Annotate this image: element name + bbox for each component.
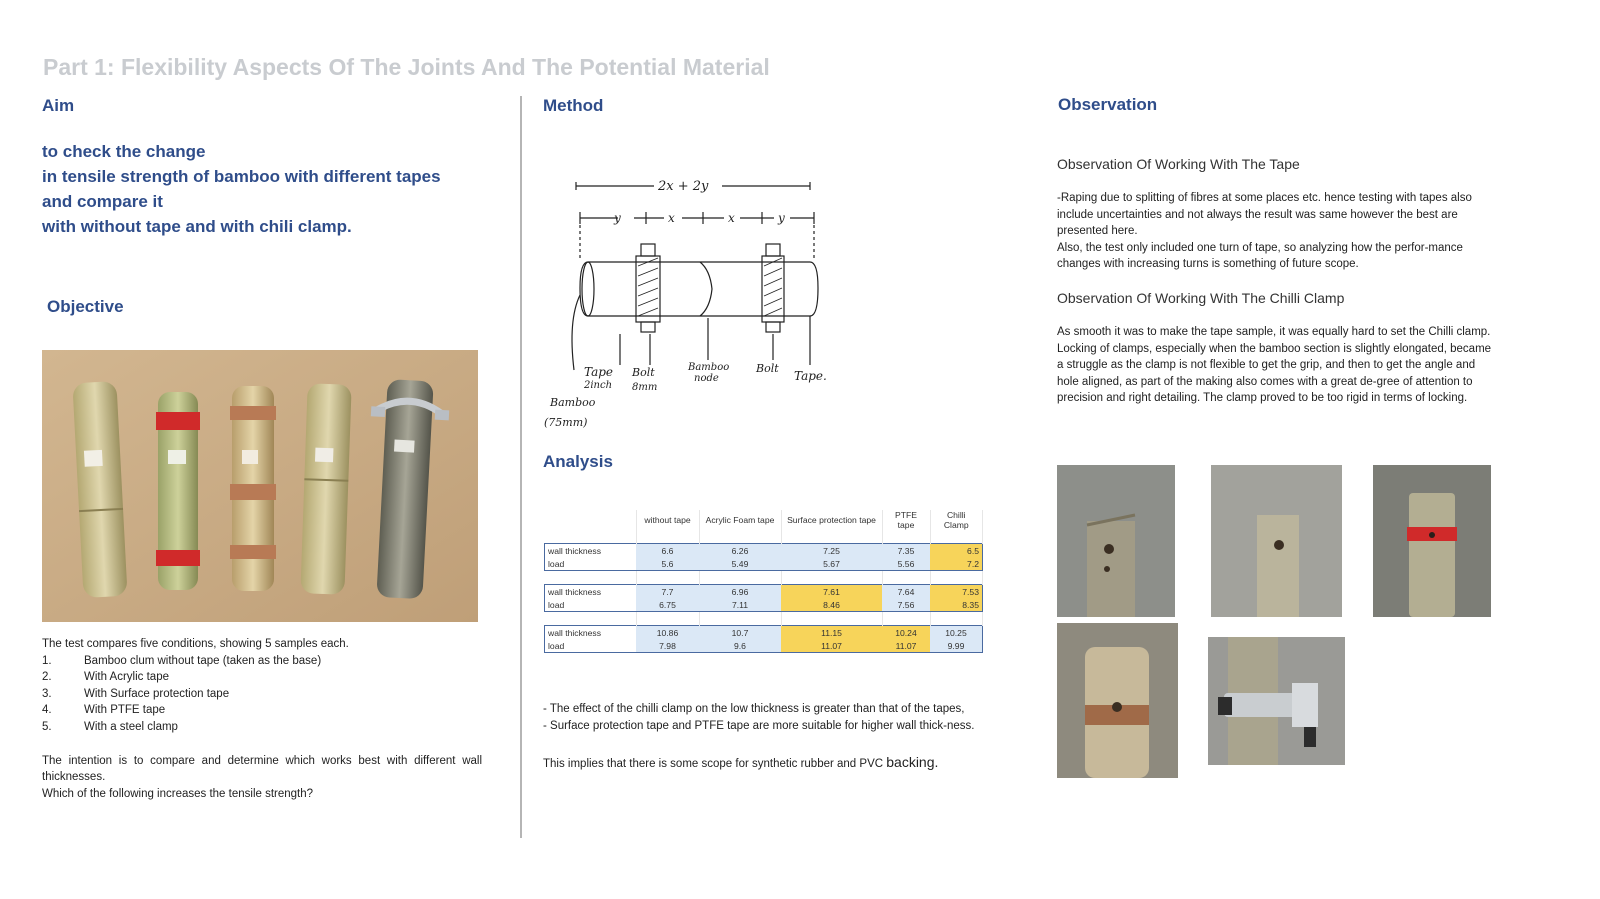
table-cell: 7.61 — [781, 585, 882, 599]
table-cell: 11.15 — [781, 626, 882, 640]
column-divider — [520, 96, 522, 838]
table-cell: 7.64 — [882, 585, 930, 599]
clamp-observation-text — [1057, 324, 1495, 407]
table-cell: 11.07 — [781, 639, 882, 653]
row-label: load — [545, 639, 637, 653]
objective-question: Which of the following increases the tensile strength? — [42, 787, 314, 800]
tape-observation-text — [1057, 190, 1485, 273]
observation-photo-5 — [1208, 637, 1345, 765]
objective-closing: The intention is to compare and determine which works best with different wall thicknesses. — [42, 754, 482, 784]
sketch-label: 2x + 2y — [658, 179, 709, 194]
tape-observation-paragraph: Also, the test only included one turn of tape, so analyzing how the perfor-mance changes with increasing turns is something of future scope. — [1057, 241, 1463, 271]
clamp-observation-paragraph: As smooth it was to make the tape sample, it was equally hard to set the Chilli clamp. — [1057, 326, 1491, 338]
column-header: Surface protection tape — [781, 510, 882, 530]
row-label: wall thickness — [545, 585, 637, 599]
method-heading: Method — [543, 96, 604, 115]
table-cell: 7.56 — [882, 598, 930, 612]
row-label: wall thickness — [545, 544, 637, 558]
aim-heading: Aim — [42, 96, 75, 115]
list-number: 4. — [42, 704, 52, 717]
list-item — [42, 719, 482, 736]
sketch-label: (75mm) — [544, 416, 588, 429]
table-cell: 5.67 — [781, 557, 882, 571]
sketch-label: y — [778, 211, 785, 225]
list-text: With a steel clamp — [84, 720, 178, 733]
table-cell: 7.35 — [882, 544, 930, 558]
observation-photo-3 — [1373, 465, 1491, 617]
row-label: wall thickness — [545, 626, 637, 640]
sketch-label: 2inch — [584, 380, 613, 391]
aim-line: and compare it — [42, 192, 163, 211]
table-cell: 10.25 — [930, 626, 983, 640]
list-text: Bamboo clum without tape (taken as the base) — [84, 654, 322, 667]
aim-line: in tensile strength of bamboo with different tapes — [42, 167, 441, 186]
sketch-label: x — [668, 211, 675, 225]
conclusion-word: backing. — [886, 754, 939, 771]
sketch-label: node — [694, 373, 719, 384]
table-cell: 6.96 — [699, 585, 781, 599]
table-row — [545, 585, 983, 599]
list-item — [42, 669, 482, 686]
table-cell: 7.11 — [699, 598, 781, 612]
list-item — [42, 686, 482, 703]
observation-photo-2 — [1211, 465, 1342, 617]
row-label: load — [545, 598, 637, 612]
column-header: Chilli Clamp — [930, 510, 983, 530]
column-header — [545, 510, 637, 530]
table-cell: 6.5 — [930, 544, 983, 558]
list-text: With Surface protection tape — [84, 687, 230, 700]
analysis-table — [544, 510, 983, 653]
analysis-note: - The effect of the chilli clamp on the low thickness is greater than that of the tapes, — [543, 703, 965, 715]
observation-photo-1 — [1057, 465, 1175, 617]
sketch-label: Bamboo — [550, 396, 596, 409]
objective-heading: Objective — [47, 297, 124, 316]
list-number: 1. — [42, 654, 52, 667]
column-header: PTFE tape — [882, 510, 930, 530]
observation-photo-4 — [1057, 623, 1178, 778]
bamboo-samples-photo — [42, 350, 478, 622]
list-item — [42, 653, 482, 670]
table-row — [545, 544, 983, 558]
tape-observation-paragraph: -Raping due to splitting of fibres at some places etc. hence testing with tapes also include uncertainties and not always the result was same however the best are presented here. — [1057, 192, 1472, 238]
list-text: With Acrylic tape — [84, 671, 169, 684]
table-cell: 8.35 — [930, 598, 983, 612]
table-cell: 5.6 — [636, 557, 699, 571]
table-cell: 7.53 — [930, 585, 983, 599]
sketch-label: Bolt — [756, 362, 779, 375]
method-sketch — [540, 170, 850, 440]
aim-line: with without tape and with chili clamp. — [42, 217, 352, 236]
table-cell: 7.7 — [636, 585, 699, 599]
table-cell: 5.49 — [699, 557, 781, 571]
page-title: Part 1: Flexibility Aspects Of The Joints And The Potential Material — [43, 54, 770, 80]
table-cell: 8.46 — [781, 598, 882, 612]
clamp-observation-heading: Observation Of Working With The Chilli Clamp — [1057, 290, 1345, 306]
conclusion-text: This implies that there is some scope for synthetic rubber and PVC — [543, 758, 887, 771]
list-text: With PTFE tape — [84, 704, 166, 717]
sketch-label: Tape. — [794, 369, 827, 383]
table-header-row — [545, 510, 983, 530]
table-cell: 11.07 — [882, 639, 930, 653]
table-row — [545, 639, 983, 653]
table-row — [545, 598, 983, 612]
table-cell: 6.26 — [699, 544, 781, 558]
table-cell: 7.2 — [930, 557, 983, 571]
objective-intro: The test compares five conditions, showing 5 samples each. — [42, 638, 349, 650]
table-cell: 9.99 — [930, 639, 983, 653]
sketch-label: 8mm — [632, 382, 658, 393]
table-cell: 9.6 — [699, 639, 781, 653]
analysis-heading: Analysis — [543, 452, 613, 471]
clamp-observation-paragraph: Locking of clamps, especially when the bamboo section is slightly elongated, became a struggle as the clamp is not flexible to get the grip, and then to get the angle and hole aligned, as part of the making also comes with a great de-gree of attention to precision and right detailing. The clamp proved to be too rigid in terms of locking. — [1057, 342, 1492, 405]
column-header: without tape — [636, 510, 699, 530]
analysis-note: - Surface protection tape and PTFE tape are more suitable for higher wall thick-ness. — [543, 719, 975, 732]
sketch-label: Bamboo — [688, 362, 730, 373]
sketch-label: y — [614, 211, 621, 225]
column-header: Acrylic Foam tape — [699, 510, 781, 530]
table-cell: 7.98 — [636, 639, 699, 653]
tape-observation-heading: Observation Of Working With The Tape — [1057, 156, 1300, 172]
table-row — [545, 557, 983, 571]
list-item — [42, 702, 482, 719]
list-number: 3. — [42, 687, 52, 700]
table-cell: 10.24 — [882, 626, 930, 640]
table-cell: 5.56 — [882, 557, 930, 571]
objective-body — [42, 636, 482, 802]
table-cell: 10.86 — [636, 626, 699, 640]
table-cell: 10.7 — [699, 626, 781, 640]
analysis-conclusion — [543, 754, 988, 773]
analysis-notes — [543, 701, 988, 773]
table-row — [545, 626, 983, 640]
table-cell: 6.6 — [636, 544, 699, 558]
list-number: 5. — [42, 720, 52, 733]
observation-heading: Observation — [1058, 95, 1158, 114]
aim-line: to check the change — [42, 142, 206, 161]
aim-text — [42, 139, 512, 239]
sketch-label: x — [728, 211, 735, 225]
row-label: load — [545, 557, 637, 571]
table-cell: 6.75 — [636, 598, 699, 612]
sketch-label: Bolt — [632, 366, 655, 379]
sketch-label: Tape — [584, 365, 614, 379]
list-number: 2. — [42, 671, 52, 684]
table-cell: 7.25 — [781, 544, 882, 558]
